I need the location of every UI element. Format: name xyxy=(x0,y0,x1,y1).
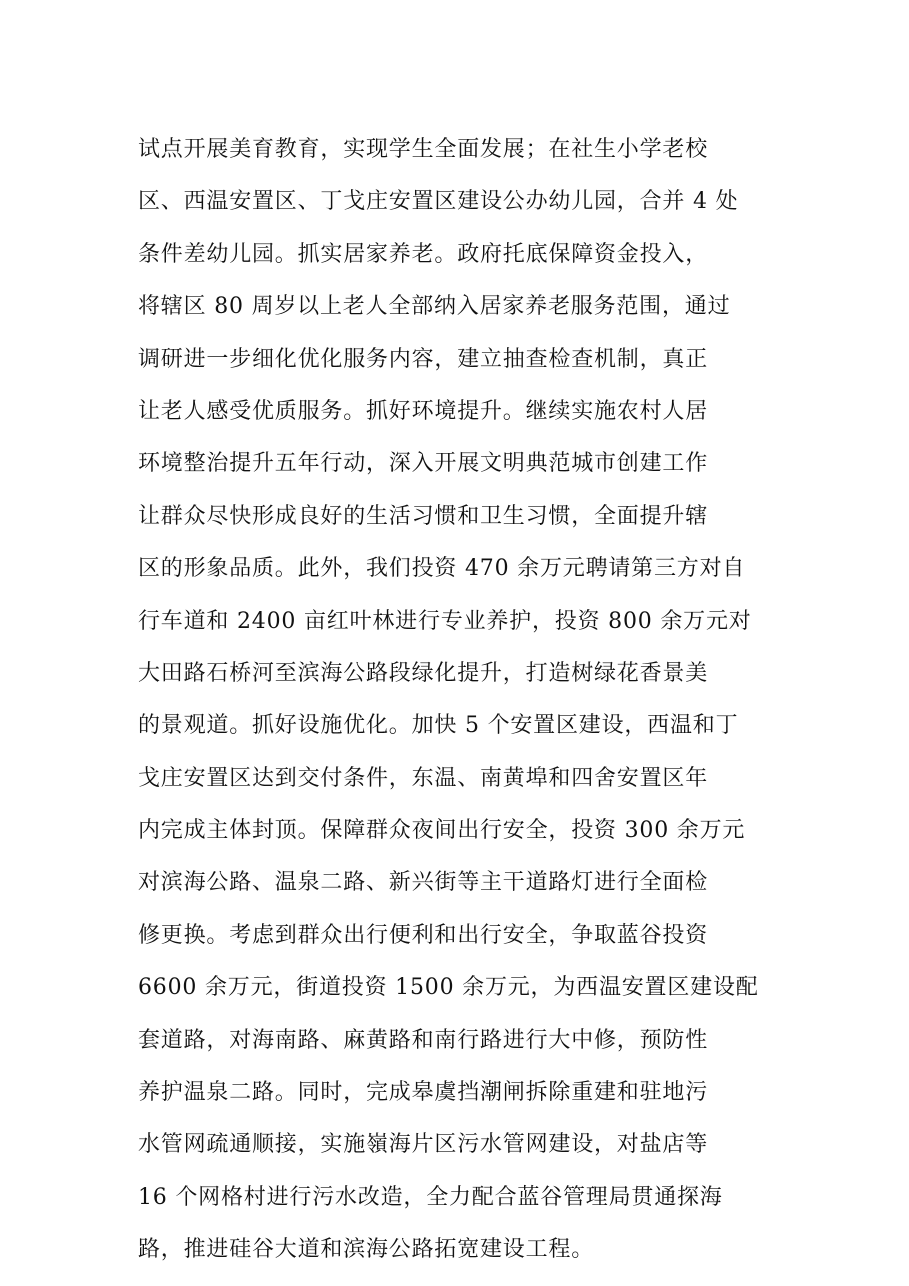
text-line-13: 戈庄安置区达到交付条件，东温、南黄埠和四舍安置区年 xyxy=(138,765,709,791)
text-line-15: 对滨海公路、温泉二路、新兴街等主干道路灯进行全面检 xyxy=(138,870,709,896)
text-line-8: 让群众尽快形成良好的生活习惯和卫生习惯，全面提升辖 xyxy=(138,503,709,529)
text-line-22: 路，推进硅谷大道和滨海公路拓宽建设工程。 xyxy=(138,1237,595,1263)
text-line-10: 行车道和 2400 亩红叶林进行专业养护，投资 800 余万元对 xyxy=(138,608,752,634)
text-line-4: 将辖区 80 周岁以上老人全部纳入居家养老服务范围，通过 xyxy=(138,294,731,320)
text-line-5: 调研进一步细化优化服务内容，建立抽查检查机制，真正 xyxy=(138,346,709,372)
text-line-1: 试点开展美育教育，实现学生全面发展；在社生小学老校 xyxy=(138,137,709,162)
text-line-9: 区的形象品质。此外，我们投资 470 余万元聘请第三方对自 xyxy=(138,556,746,582)
text-line-14: 内完成主体封顶。保障群众夜间出行安全，投资 300 余万元 xyxy=(138,818,746,844)
text-line-7: 环境整治提升五年行动，深入开展文明典范城市创建工作 xyxy=(138,451,709,477)
text-line-20: 水管网疏通顺接，实施嶺海片区污水管网建设，对盐店等 xyxy=(138,1132,709,1158)
text-line-11: 大田路石桥河至滨海公路段绿化提升，打造树绿花香景美 xyxy=(138,660,709,686)
text-line-12: 的景观道。抓好设施优化。加快 5 个安置区建设，西温和丁 xyxy=(138,713,739,739)
text-line-16: 修更换。考虑到群众出行便利和出行安全，争取蓝谷投资 xyxy=(138,922,709,948)
text-line-2: 区、西温安置区、丁戈庄安置区建设公办幼儿园，合并 4 处 xyxy=(138,189,739,215)
text-line-19: 养护温泉二路。同时，完成皋虞挡潮闸拆除重建和驻地污 xyxy=(138,1080,709,1106)
text-line-17: 6600 余万元，街道投资 1500 余万元，为西温安置区建设配 xyxy=(138,975,759,1001)
text-line-18: 套道路，对海南路、麻黄路和南行路进行大中修，预防性 xyxy=(138,1027,709,1053)
text-line-3: 条件差幼儿园。抓实居家养老。政府托底保障资金投入， xyxy=(138,241,709,267)
text-line-21: 16 个网格村进行污水改造，全力配合蓝谷管理局贯通探海 xyxy=(138,1184,723,1210)
text-line-6: 让老人感受优质服务。抓好环境提升。继续实施农村人居 xyxy=(138,398,709,424)
body-paragraph xyxy=(138,124,778,1277)
